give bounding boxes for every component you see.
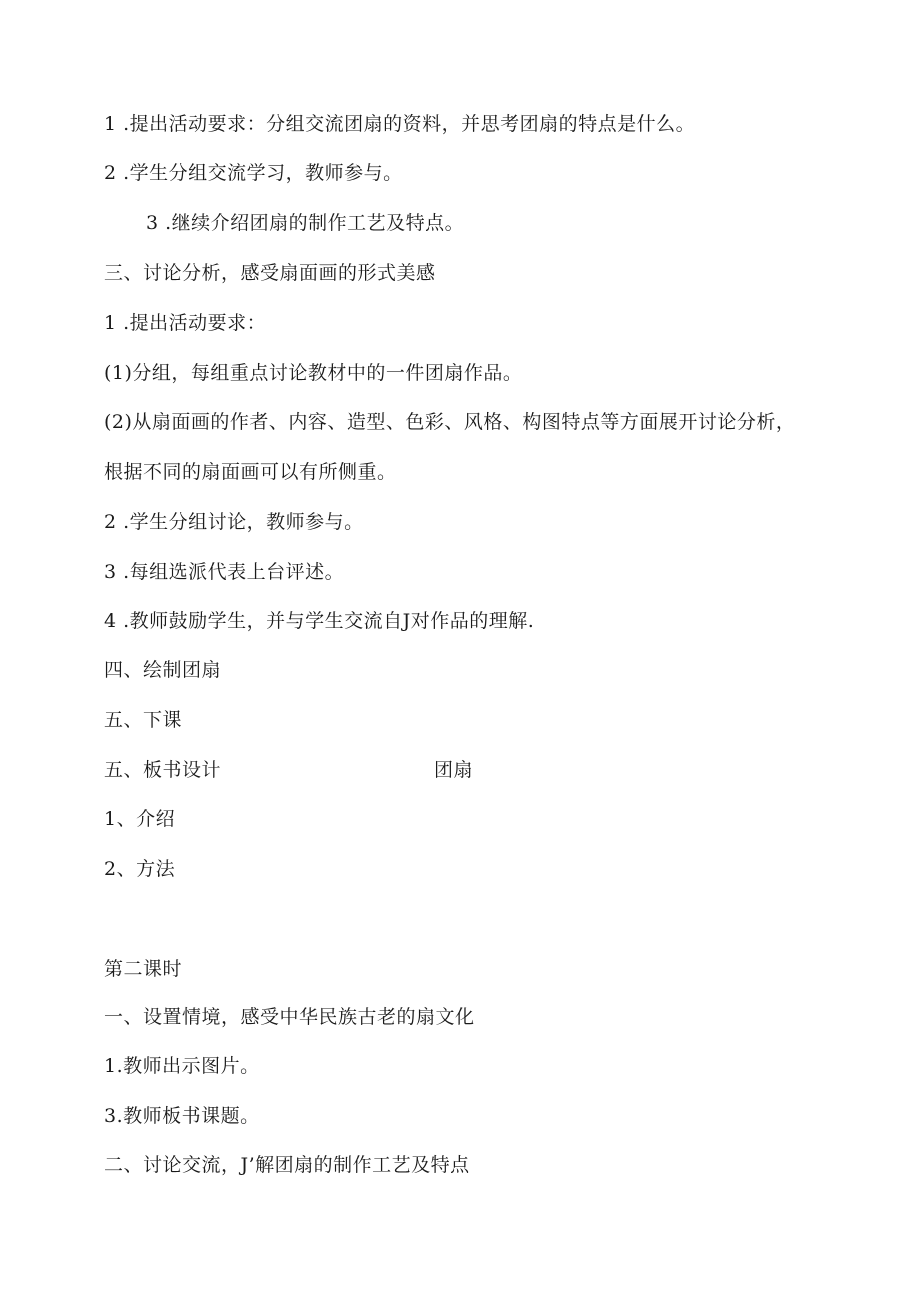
lesson-heading: 第二课时 bbox=[104, 958, 183, 980]
text-line: 2、方法 bbox=[104, 858, 176, 880]
text-line: 1、介绍 bbox=[104, 808, 176, 830]
section-heading: 四、绘制团扇 bbox=[104, 659, 222, 681]
text-line: 2 .学生分组讨论，教师参与。 bbox=[104, 511, 364, 533]
text-line: (2)从扇面画的作者、内容、造型、色彩、风格、构图特点等方面展开讨论分析， bbox=[104, 411, 796, 433]
text-line: (1)分组，每组重点讨论教材中的一件团扇作品。 bbox=[104, 362, 523, 384]
text-line: 1 .提出活动要求： bbox=[104, 312, 267, 334]
text-line: 2 .学生分组交流学习，教师参与。 bbox=[104, 162, 403, 184]
section-heading: 五、下课 bbox=[104, 709, 183, 731]
text-line: 3.教师板书课题。 bbox=[104, 1105, 260, 1127]
board-title: 团扇 bbox=[434, 759, 474, 781]
text-line: 1.教师出示图片。 bbox=[104, 1055, 260, 1077]
text-line: 3 .每组选派代表上台评述。 bbox=[104, 561, 345, 583]
section-heading: 三、讨论分析，感受扇面画的形式美感 bbox=[104, 262, 436, 284]
section-heading: 二、讨论交流，J’解团扇的制作工艺及特点 bbox=[104, 1154, 470, 1176]
section-heading: 五、板书设计 bbox=[104, 759, 222, 781]
text-line: 1 .提出活动要求：分组交流团扇的资料，并思考团扇的特点是什么。 bbox=[104, 113, 696, 135]
text-line: 根据不同的扇面画可以有所侧重。 bbox=[104, 461, 397, 483]
text-line: 4 .教师鼓励学生，并与学生交流自J对作品的理解. bbox=[104, 610, 535, 632]
text-line: 3 .继续介绍团扇的制作工艺及特点。 bbox=[146, 212, 465, 234]
section-heading: 一、设置情境，感受中华民族古老的扇文化 bbox=[104, 1006, 475, 1028]
